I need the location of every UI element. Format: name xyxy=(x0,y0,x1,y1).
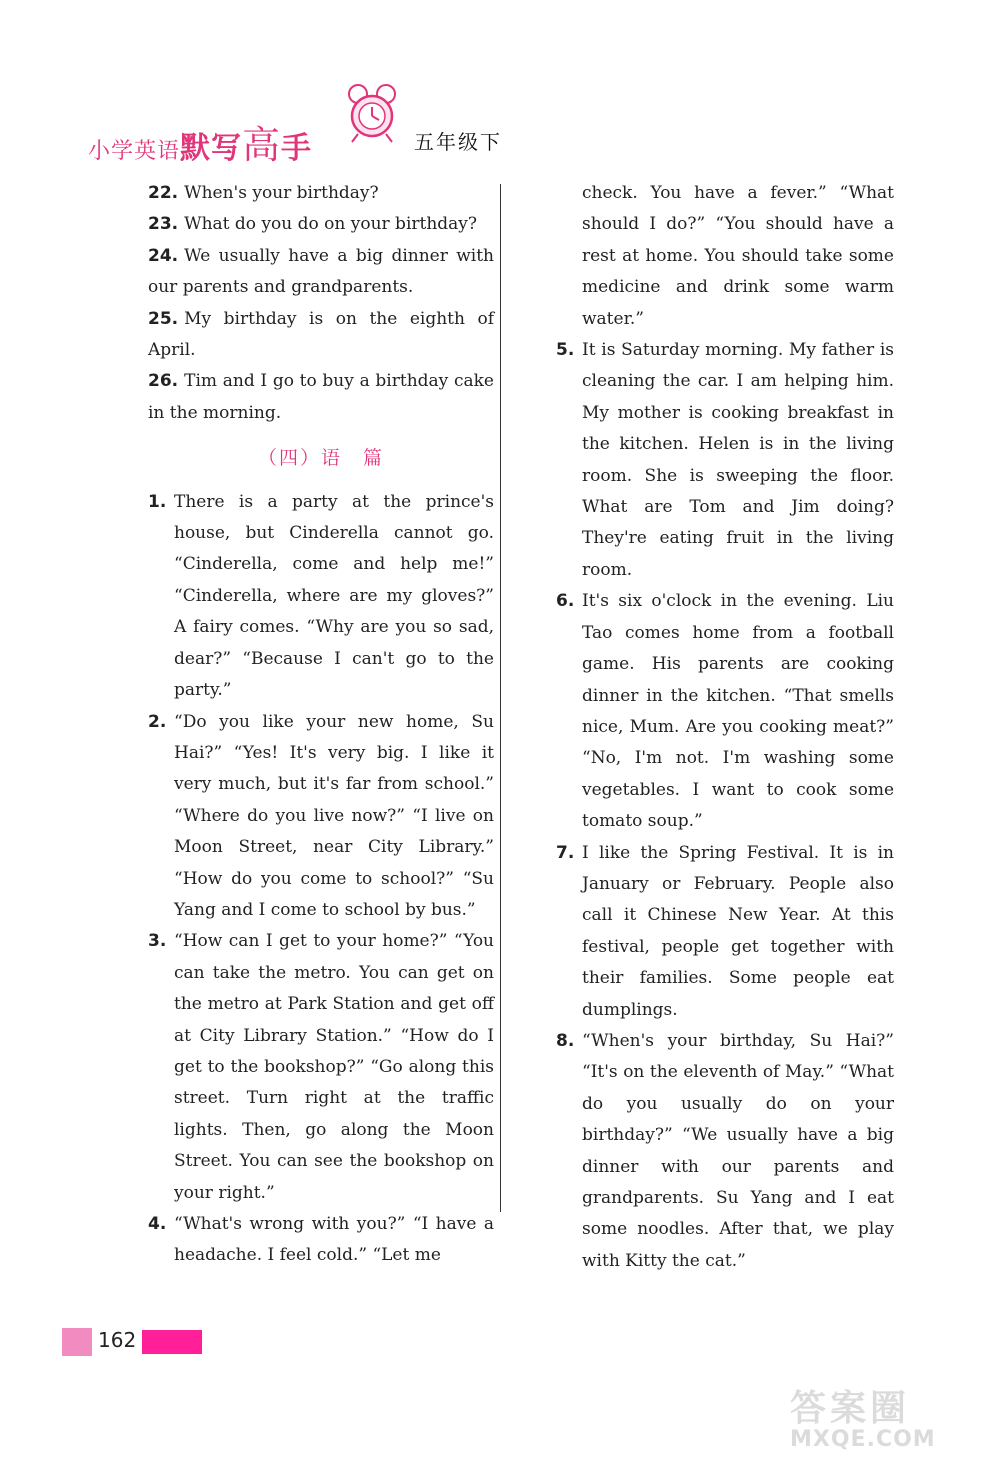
footer-bar-right xyxy=(142,1330,202,1354)
series-title-part: 手 xyxy=(281,131,313,166)
item-number: 25. xyxy=(148,308,179,329)
item-text: It's six o'clock in the evening. Liu Tao comes home from a football game. His parents are cooking dinner in the kitchen. “That smells nice, Mum. Are you cooking meat?” “No, I'm not. I'm washing some vegetables. I want to cook some tomato soup.” xyxy=(582,591,894,832)
item-number: 22. xyxy=(148,183,179,203)
item-text: We usually have a big dinner with our parents and grandparents. xyxy=(148,245,494,298)
grade-label: 五年级下 xyxy=(414,130,502,154)
item-text: What do you do on your birthday? xyxy=(184,214,478,235)
page-header xyxy=(88,80,528,167)
page-number: 162 xyxy=(98,1328,137,1352)
item-text: It is Saturday morning. My father is cleaning the car. I am helping him. My mother is cooking breakfast in the kitchen. Helen is in the living room. She is sweeping the floor. What are Tom and Jim doing? They're eating fruit in the living room. xyxy=(582,340,894,580)
item-number: 26. xyxy=(148,371,179,392)
item-number: 24. xyxy=(148,245,179,266)
passage-item xyxy=(148,1209,494,1272)
series-title xyxy=(88,114,312,169)
item-text: “When's your birthday, Su Hai?” “It's on the eleventh of May.” “What do you usually do on your birthday?” “We usually have a big dinner with our parents and grandparents. Su Yang and I eat some noodles. After that, we play with Kitty the cat.” xyxy=(582,1030,894,1271)
item-number: 7. xyxy=(556,842,575,863)
series-title-part: 高 xyxy=(242,123,282,167)
clock-icon xyxy=(338,80,406,144)
passage-continuation: check. You have a fever.” “What should I do?” “You should have a rest at home. You should take some medicine and drink some warm water.” xyxy=(582,183,894,329)
item-number: 2. xyxy=(148,711,167,732)
passage-item xyxy=(556,586,894,837)
item-text: Tim and I go to buy a birthday cake in the morning. xyxy=(148,371,494,423)
passage-item xyxy=(148,707,494,927)
passage-item xyxy=(556,838,894,1026)
item-number: 4. xyxy=(148,1214,167,1234)
item-text: My birthday is on the eighth of April. xyxy=(148,308,494,361)
list-item xyxy=(148,366,494,429)
item-number: 6. xyxy=(556,591,575,612)
right-column xyxy=(556,178,894,1277)
item-text: When's your birthday? xyxy=(184,183,379,203)
item-number: 5. xyxy=(556,340,575,361)
watermark-line: MXQE.COM xyxy=(790,1427,936,1452)
item-number: 8. xyxy=(556,1030,575,1051)
watermark xyxy=(790,1380,990,1460)
item-number: 3. xyxy=(148,931,167,952)
list-item xyxy=(148,178,494,209)
series-title-part: 默写 xyxy=(180,131,243,166)
passage-item xyxy=(148,926,494,1209)
passage-item xyxy=(556,1026,894,1277)
item-text: There is a party at the prince's house, but Cinderella cannot go. “Cinderella, come and help me!” “Cinderella, where are my gloves?” A fairy comes. “Why are you so sad, dear?” “Because I can't go to the party.” xyxy=(174,491,494,701)
item-number: 23. xyxy=(148,214,179,235)
left-column xyxy=(148,178,494,1272)
watermark-line: 答案圈 xyxy=(790,1388,911,1429)
item-text: “Do you like your new home, Su Hai?” “Yes! It's very big. I like it very much, but it's far from school.” “Where do you live now?” “I live on Moon Street, near City Library.” “How do you come to school?” “Su Yang and I come to school by bus.” xyxy=(174,711,494,920)
item-number: 1. xyxy=(148,491,167,512)
passage-item xyxy=(556,335,894,586)
item-text: “What's wrong with you?” “I have a headache. I feel cold.” “Let me xyxy=(174,1214,494,1266)
series-title-part: 小学英语 xyxy=(88,139,181,164)
column-divider xyxy=(500,184,501,1212)
list-item xyxy=(148,209,494,240)
list-item xyxy=(148,241,494,304)
passage-item xyxy=(148,487,494,707)
footer-bar-left xyxy=(62,1328,92,1356)
item-text: I like the Spring Festival. It is in January or February. People also call it Chinese New Year. At this festival, people get together with their families. Some people eat dumplings. xyxy=(582,842,894,1020)
list-item xyxy=(148,304,494,367)
item-text: “How can I get to your home?” “You can take the metro. You can get on the metro at Park Station and get off at City Library Station.” “How do I get to the bookshop?” “Go along this street. Turn right at the traffic lights. Then, go along the Moon Street. You can see the bookshop on your right.” xyxy=(174,931,494,1203)
section-title: （四）语 篇 xyxy=(257,447,384,470)
